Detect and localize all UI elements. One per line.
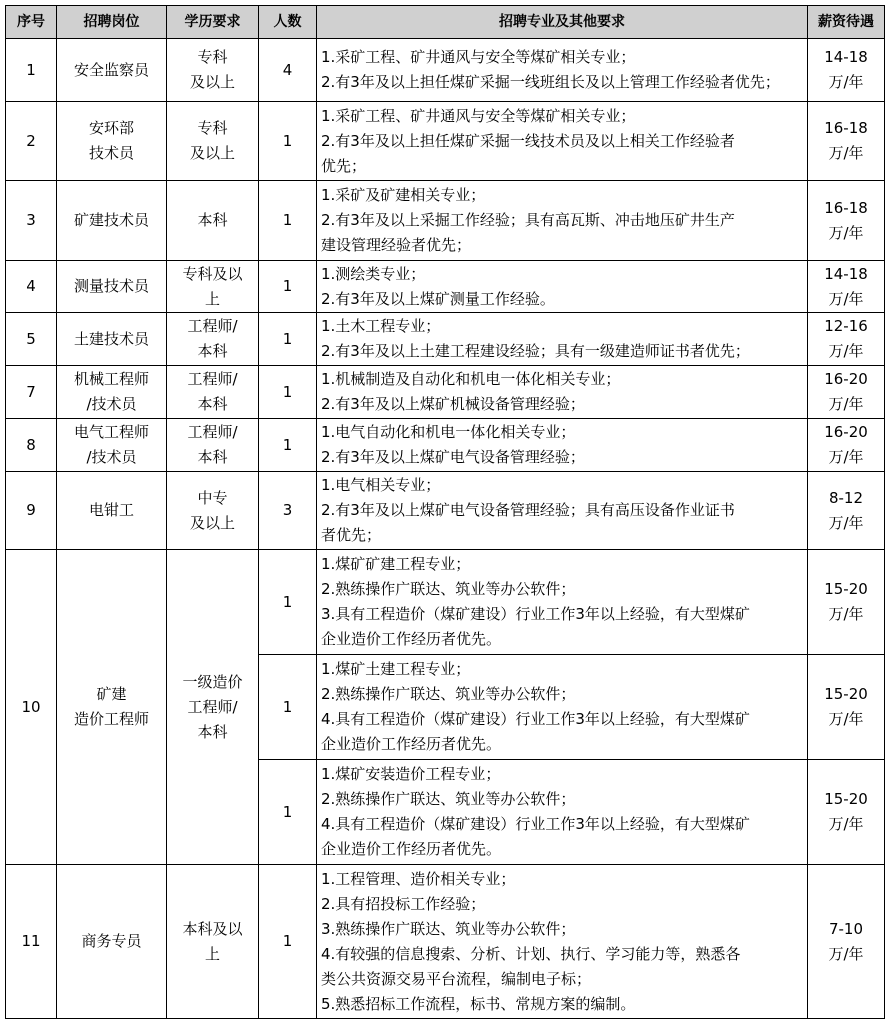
seq-cell: 9 bbox=[6, 472, 57, 550]
header-row bbox=[6, 6, 885, 39]
salary-cell: 15-20 万/年 bbox=[808, 655, 885, 760]
table-row bbox=[6, 181, 885, 261]
position-cell: 矿建 造价工程师 bbox=[57, 550, 167, 865]
header-requirements: 招聘专业及其他要求 bbox=[317, 6, 808, 39]
count-cell: 3 bbox=[259, 472, 317, 550]
salary-cell: 15-20 万/年 bbox=[808, 760, 885, 865]
table-row bbox=[6, 419, 885, 472]
education-cell: 工程师/ 本科 bbox=[167, 313, 259, 366]
position-cell: 测量技术员 bbox=[57, 261, 167, 313]
header-seq: 序号 bbox=[6, 6, 57, 39]
requirements-cell: 1.煤矿安装造价工程专业； 2.熟练操作广联达、筑业等办公软件； 4.具有工程造价（煤矿建设）行业工作3年以上经验，有大型煤矿 企业造价工作经历者优先。 bbox=[317, 760, 808, 865]
table-row bbox=[6, 102, 885, 181]
header-count: 人数 bbox=[259, 6, 317, 39]
education-cell: 工程师/ 本科 bbox=[167, 419, 259, 472]
count-cell: 1 bbox=[259, 865, 317, 1019]
seq-cell: 2 bbox=[6, 102, 57, 181]
requirements-cell: 1.采矿工程、矿井通风与安全等煤矿相关专业； 2.有3年及以上担任煤矿采掘一线班组长及以上管理工作经验者优先； bbox=[317, 39, 808, 102]
requirements-cell: 1.机械制造及自动化和机电一体化相关专业； 2.有3年及以上煤矿机械设备管理经验； bbox=[317, 366, 808, 419]
table-row bbox=[6, 366, 885, 419]
seq-cell: 3 bbox=[6, 181, 57, 261]
requirements-cell: 1.电气自动化和机电一体化相关专业； 2.有3年及以上煤矿电气设备管理经验； bbox=[317, 419, 808, 472]
seq-cell: 7 bbox=[6, 366, 57, 419]
count-cell: 1 bbox=[259, 366, 317, 419]
position-cell: 矿建技术员 bbox=[57, 181, 167, 261]
table-row bbox=[6, 261, 885, 313]
requirements-cell: 1.测绘类专业； 2.有3年及以上煤矿测量工作经验。 bbox=[317, 261, 808, 313]
salary-cell: 16-18 万/年 bbox=[808, 102, 885, 181]
seq-cell: 11 bbox=[6, 865, 57, 1019]
count-cell: 1 bbox=[259, 181, 317, 261]
recruitment-table bbox=[5, 5, 885, 1019]
table-row bbox=[6, 550, 885, 655]
salary-cell: 16-20 万/年 bbox=[808, 366, 885, 419]
position-cell: 安全监察员 bbox=[57, 39, 167, 102]
header-position: 招聘岗位 bbox=[57, 6, 167, 39]
position-cell: 安环部 技术员 bbox=[57, 102, 167, 181]
education-cell: 本科 bbox=[167, 181, 259, 261]
count-cell: 1 bbox=[259, 550, 317, 655]
seq-cell: 1 bbox=[6, 39, 57, 102]
requirements-cell: 1.煤矿矿建工程专业； 2.熟练操作广联达、筑业等办公软件； 3.具有工程造价（煤矿建设）行业工作3年以上经验，有大型煤矿 企业造价工作经历者优先。 bbox=[317, 550, 808, 655]
header-salary: 薪资待遇 bbox=[808, 6, 885, 39]
education-cell: 一级造价 工程师/ 本科 bbox=[167, 550, 259, 865]
seq-cell: 5 bbox=[6, 313, 57, 366]
position-cell: 机械工程师 /技术员 bbox=[57, 366, 167, 419]
salary-cell: 16-20 万/年 bbox=[808, 419, 885, 472]
salary-cell: 7-10 万/年 bbox=[808, 865, 885, 1019]
position-cell: 电气工程师 /技术员 bbox=[57, 419, 167, 472]
count-cell: 1 bbox=[259, 102, 317, 181]
salary-cell: 15-20 万/年 bbox=[808, 550, 885, 655]
requirements-cell: 1.工程管理、造价相关专业； 2.具有招投标工作经验； 3.熟练操作广联达、筑业等办公软件； 4.有较强的信息搜索、分析、计划、执行、学习能力等，熟悉各 类公共资源交易平台流程，编制电子标； 5.熟悉招标工作流程，标书、常规方案的编制。 bbox=[317, 865, 808, 1019]
requirements-cell: 1.电气相关专业； 2.有3年及以上煤矿电气设备管理经验；具有高压设备作业证书 者优先； bbox=[317, 472, 808, 550]
seq-cell: 8 bbox=[6, 419, 57, 472]
position-cell: 土建技术员 bbox=[57, 313, 167, 366]
requirements-cell: 1.煤矿土建工程专业； 2.熟练操作广联达、筑业等办公软件； 4.具有工程造价（煤矿建设）行业工作3年以上经验，有大型煤矿 企业造价工作经历者优先。 bbox=[317, 655, 808, 760]
requirements-cell: 1.土木工程专业； 2.有3年及以上土建工程建设经验；具有一级建造师证书者优先； bbox=[317, 313, 808, 366]
education-cell: 本科及以 上 bbox=[167, 865, 259, 1019]
salary-cell: 14-18 万/年 bbox=[808, 39, 885, 102]
count-cell: 1 bbox=[259, 261, 317, 313]
education-cell: 工程师/ 本科 bbox=[167, 366, 259, 419]
count-cell: 1 bbox=[259, 655, 317, 760]
seq-cell: 10 bbox=[6, 550, 57, 865]
salary-cell: 14-18 万/年 bbox=[808, 261, 885, 313]
seq-cell: 4 bbox=[6, 261, 57, 313]
salary-cell: 8-12 万/年 bbox=[808, 472, 885, 550]
education-cell: 专科 及以上 bbox=[167, 39, 259, 102]
table-row bbox=[6, 313, 885, 366]
count-cell: 1 bbox=[259, 313, 317, 366]
count-cell: 4 bbox=[259, 39, 317, 102]
education-cell: 专科及以 上 bbox=[167, 261, 259, 313]
count-cell: 1 bbox=[259, 760, 317, 865]
requirements-cell: 1.采矿及矿建相关专业； 2.有3年及以上采掘工作经验；具有高瓦斯、冲击地压矿井生产 建设管理经验者优先； bbox=[317, 181, 808, 261]
table-row bbox=[6, 865, 885, 1019]
requirements-cell: 1.采矿工程、矿井通风与安全等煤矿相关专业； 2.有3年及以上担任煤矿采掘一线技术员及以上相关工作经验者 优先； bbox=[317, 102, 808, 181]
salary-cell: 16-18 万/年 bbox=[808, 181, 885, 261]
position-cell: 商务专员 bbox=[57, 865, 167, 1019]
education-cell: 专科 及以上 bbox=[167, 102, 259, 181]
position-cell: 电钳工 bbox=[57, 472, 167, 550]
salary-cell: 12-16 万/年 bbox=[808, 313, 885, 366]
table-row bbox=[6, 39, 885, 102]
education-cell: 中专 及以上 bbox=[167, 472, 259, 550]
table-row bbox=[6, 472, 885, 550]
header-education: 学历要求 bbox=[167, 6, 259, 39]
count-cell: 1 bbox=[259, 419, 317, 472]
